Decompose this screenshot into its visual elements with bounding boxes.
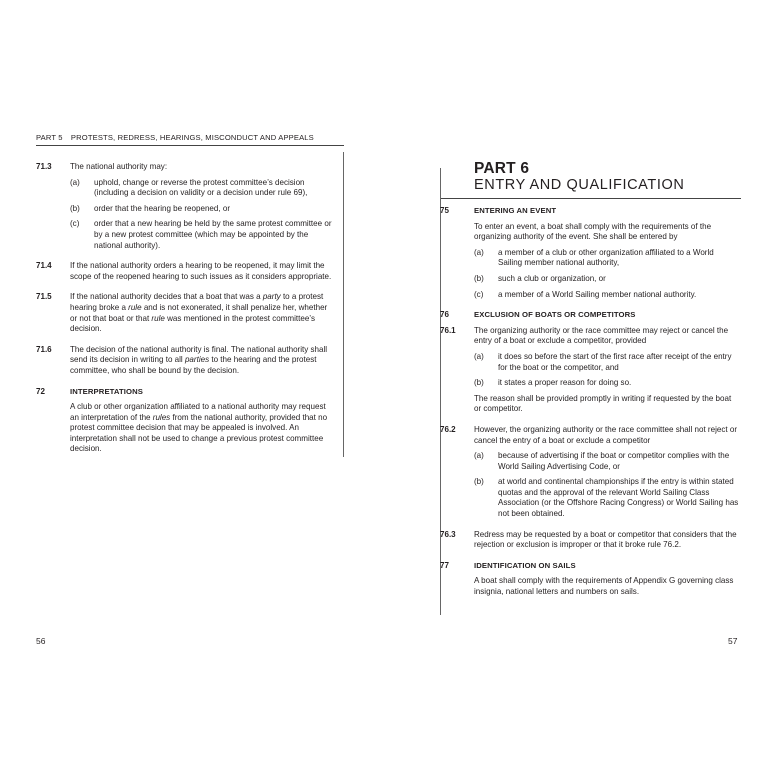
text-segment: A club or other organization affiliated to a national authority may request an interpretation of the	[70, 402, 326, 422]
part-label: PART 6	[474, 160, 530, 177]
text-segment: If the national authority decides that a boat that was a	[70, 292, 263, 302]
rule-76-1	[440, 326, 740, 420]
item-label: (b)	[474, 273, 484, 283]
rule-number: 71.4	[36, 261, 52, 271]
list-item	[474, 290, 740, 301]
text-segment: The decision of the national authority is final. The national authority shall send its decision in writing to all	[70, 344, 328, 365]
list-item	[474, 248, 740, 269]
section-75-body	[440, 222, 740, 306]
rule-76-2	[440, 425, 740, 525]
section-77-body	[440, 576, 740, 602]
section-text: A boat shall comply with the requirements of Appendix G governing class insignia, national letters and numbers on sails.	[474, 576, 734, 597]
section-heading-77	[440, 561, 740, 572]
rule-number: 76.1	[440, 325, 456, 335]
rule-71-4	[36, 261, 336, 287]
section-number: 72	[36, 386, 45, 396]
section-text	[70, 402, 336, 455]
page-number-left: 56	[36, 636, 46, 646]
part-heading-rule	[440, 198, 741, 199]
rule-text-continued: The reason shall be provided promptly in writing if requested by the boat or competitor.	[474, 393, 732, 414]
defined-term: rule	[151, 313, 165, 323]
rule-text: However, the organizing authority or the race committee shall not reject or cancel the entry of a boat or exclude a competitor	[474, 424, 737, 445]
rule-71-3	[36, 162, 336, 256]
item-label: (c)	[474, 289, 484, 299]
rule-text	[70, 292, 336, 334]
right-page-body	[440, 206, 740, 608]
section-title: ENTERING AN EVENT	[474, 206, 557, 215]
section-72-body	[36, 402, 336, 460]
list-item	[474, 451, 740, 472]
rule-text: The national authority may:	[70, 162, 168, 171]
item-text: a member of a World Sailing member national authority.	[498, 289, 697, 299]
section-number: 77	[440, 560, 449, 570]
item-label: (c)	[70, 219, 80, 229]
running-head-part: PART 5	[36, 133, 63, 142]
section-title: IDENTIFICATION ON SAILS	[474, 560, 576, 570]
item-text: a member of a club or other organization affiliated to a World Sailing member national authority,	[498, 247, 714, 268]
left-page-body	[36, 162, 336, 465]
section-heading-75	[440, 206, 740, 217]
list-item	[474, 378, 740, 389]
section-number: 75	[440, 206, 449, 215]
item-text: it states a proper reason for doing so.	[498, 378, 632, 388]
rule-text: If the national authority orders a hearing to be reopened, it may limit the scope of the reopened hearing to such issues as it considers appropriate.	[70, 261, 332, 281]
rule-number: 76.3	[440, 529, 456, 539]
list-item	[70, 219, 336, 251]
left-column-rule	[343, 152, 344, 457]
item-label: (a)	[474, 247, 484, 257]
list-item	[474, 352, 740, 373]
list-item	[474, 274, 740, 285]
text-segment: was mentioned in the protest committee’s decision.	[70, 313, 315, 334]
defined-term: parties	[184, 355, 210, 365]
item-label: (a)	[474, 351, 484, 361]
item-text: because of advertising if the boat or competitor complies with the World Sailing Advertising Code, or	[498, 451, 730, 471]
rule-71-5	[36, 292, 336, 339]
list-item	[474, 477, 740, 519]
section-title: EXCLUSION OF BOATS OR COMPETITORS	[474, 310, 636, 320]
rule-number: 71.3	[36, 162, 52, 171]
text-segment: and is not exonerated, it shall penalize her, whether or not that boat or that	[70, 302, 328, 323]
defined-term: party	[262, 292, 281, 302]
rule-number: 71.6	[36, 344, 52, 354]
running-head	[36, 133, 314, 142]
item-text: such a club or organization, or	[498, 273, 606, 283]
page-number-right: 57	[728, 636, 738, 646]
part-heading	[474, 160, 744, 194]
rule-number: 76.2	[440, 424, 456, 434]
rule-number: 71.5	[36, 292, 52, 302]
rule-text: Redress may be requested by a boat or competitor that considers that the rejection or exclusion is improper or that it broke rule 76.2.	[474, 529, 737, 550]
section-title: INTERPRETATIONS	[70, 386, 143, 396]
item-label: (a)	[70, 177, 80, 187]
section-heading-76	[440, 310, 740, 321]
defined-term: rule	[128, 302, 142, 312]
part-title: ENTRY AND QUALIFICATION	[474, 177, 685, 193]
rule-text	[70, 345, 336, 377]
text-segment: to the hearing and the protest committee, who shall be bound by the decision.	[70, 355, 317, 375]
defined-term: rules	[152, 412, 171, 422]
item-label: (a)	[474, 451, 484, 461]
rule-text: The organizing authority or the race committee may reject or cancel the entry of a boat or exclude a competitor, provided	[474, 325, 729, 346]
rule-71-6	[36, 345, 336, 382]
item-text: order that a new hearing be held by the same protest committee or by a new protest committee (which may be appointed by the national authority).	[94, 219, 332, 250]
item-text: uphold, change or reverse the protest committee’s decision (including a decision on validity or a decision under rule 69),	[94, 177, 308, 198]
section-text: To enter an event, a boat shall comply with the requirements of the organizing authority of the event. She shall be entered by	[474, 221, 712, 242]
text-segment: from the national authority, provided that no protest committee decision that may be appealed is involved. An interpretation shall not be used to change a previous protest committee decision.	[70, 412, 328, 454]
item-text: it does so before the start of the first race after receipt of the entry for the boat or the competitor, and	[498, 351, 732, 372]
list-item	[70, 178, 336, 199]
list-item	[70, 204, 336, 215]
section-number: 76	[440, 310, 449, 320]
item-text: order that the hearing be reopened, or	[94, 203, 230, 213]
running-head-title: PROTESTS, REDRESS, HEARINGS, MISCONDUCT AND APPEALS	[70, 133, 314, 142]
item-label: (b)	[70, 203, 80, 213]
item-label: (b)	[474, 477, 484, 487]
running-head-rule	[36, 145, 344, 146]
section-heading-72	[36, 387, 336, 398]
item-text: at world and continental championships if the entry is within stated quotas and the approval of the relevant World Sailing Class Association (or the Offshore Racing Congress) or World Sailing has not been obtained.	[498, 477, 739, 519]
rule-76-3	[440, 530, 740, 556]
text-segment: to a protest hearing broke a	[70, 292, 324, 312]
item-label: (b)	[474, 378, 484, 388]
